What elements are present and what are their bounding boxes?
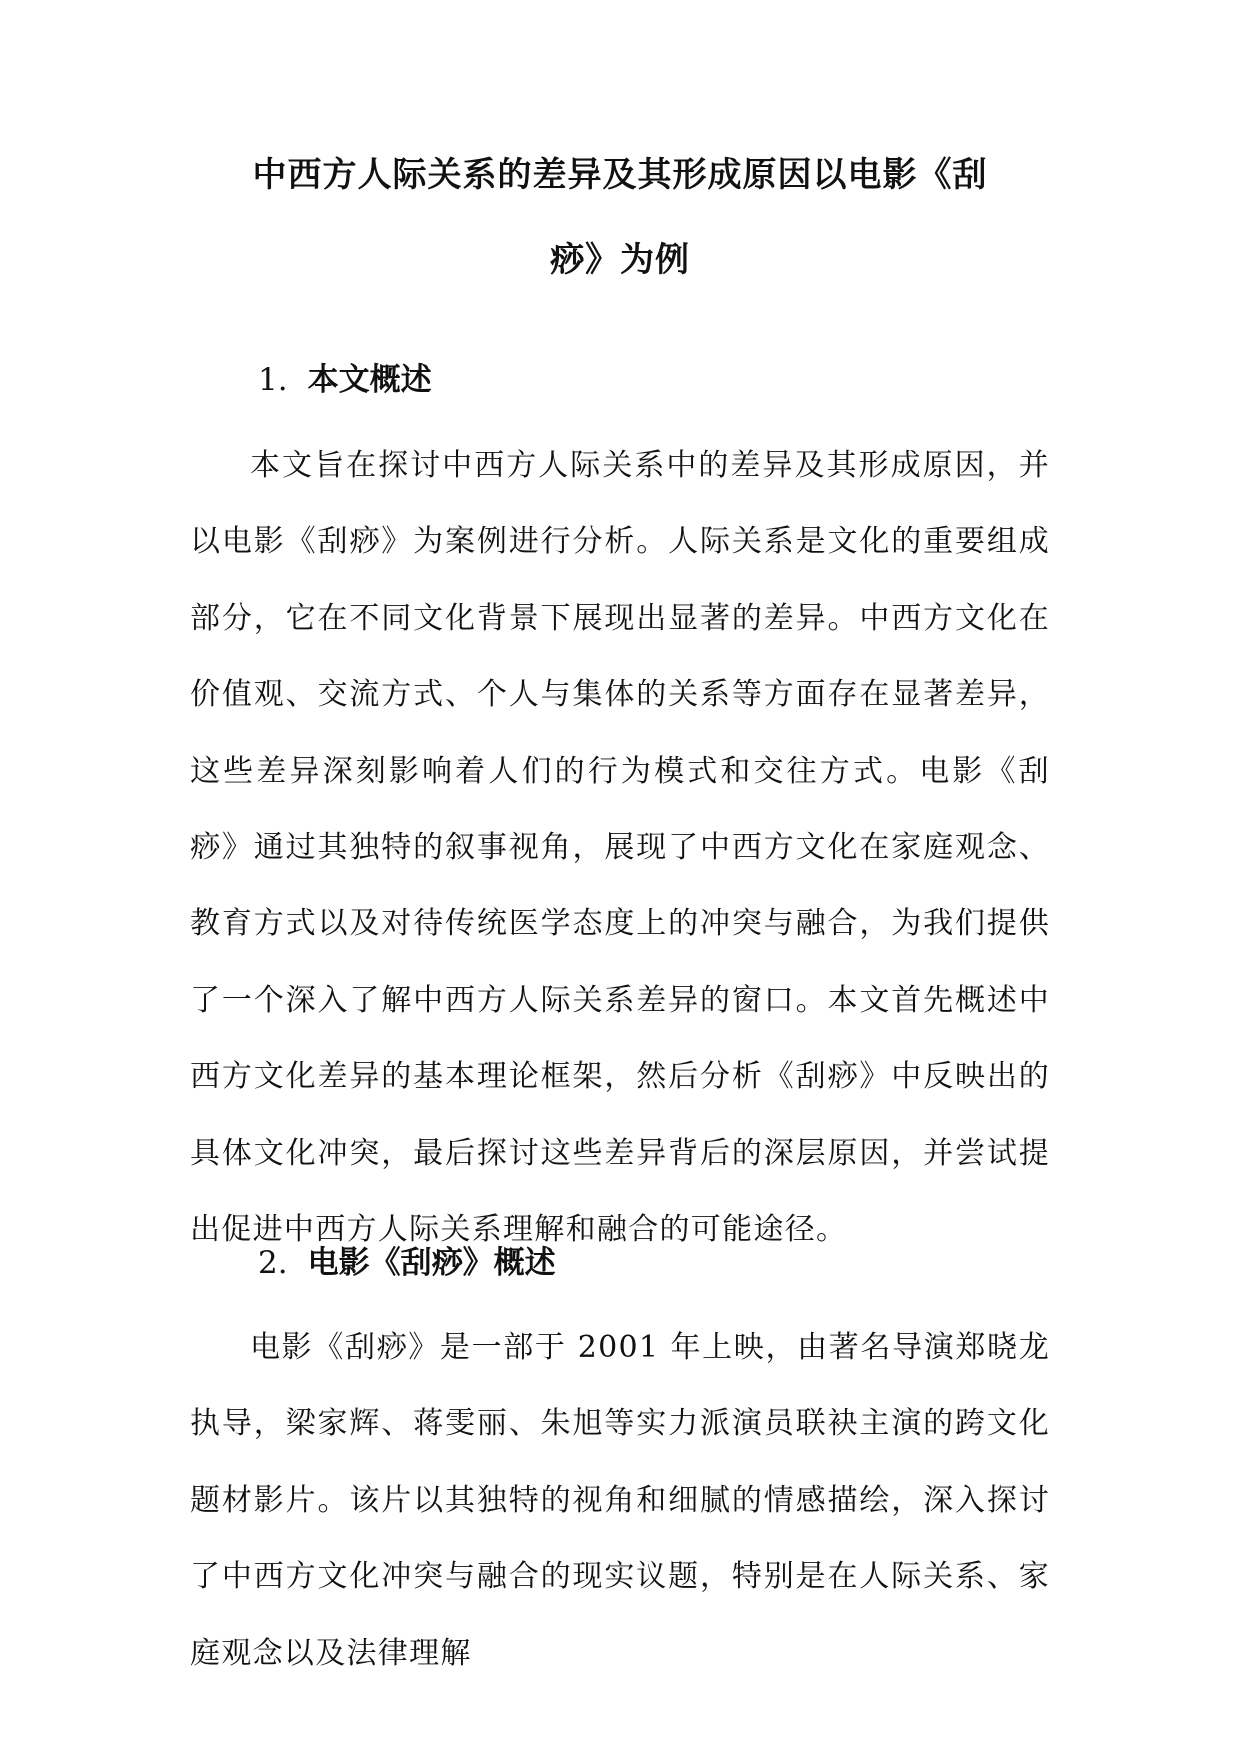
section-heading-text: 本文概述: [307, 362, 432, 398]
section-number: 1.: [258, 362, 288, 398]
document-title-line-2: 痧》为例: [550, 240, 690, 280]
section-heading-overview: [258, 360, 432, 400]
section-paragraph-film: 电影《刮痧》是一部于 2001 年上映，由著名导演郑晓龙执导，梁家辉、蒋雯丽、朱旭等实力派演员联袂主演的跨文化题材影片。该片以其独特的视角和细腻的情感描绘，深入探讨了中西方文化冲突与融合的现实议题，特别是在人际关系、家庭观念以及法律理解: [190, 1330, 1050, 1671]
section-paragraph-overview: 本文旨在探讨中西方人际关系中的差异及其形成原因，并以电影《刮痧》为案例进行分析。人际关系是文化的重要组成部分，它在不同文化背景下展现出显著的差异。中西方文化在价值观、交流方式、个人与集体的关系等方面存在显著差异，这些差异深刻影响着人们的行为模式和交往方式。电影《刮痧》通过其独特的叙事视角，展现了中西方文化在家庭观念、教育方式以及对待传统医学态度上的冲突与融合，为我们提供了一个深入了解中西方人际关系差异的窗口。本文首先概述中西方文化差异的基本理论框架，然后分析《刮痧》中反映出的具体文化冲突，最后探讨这些差异背后的深层原因，并尝试提出促进中西方人际关系理解和融合的可能途径。: [190, 448, 1050, 1248]
document-title-line-1: 中西方人际关系的差异及其形成原因以电影《刮: [252, 155, 988, 195]
section-number: 2.: [258, 1245, 288, 1281]
section-heading-film: [258, 1243, 556, 1283]
section-heading-text: 电影《刮痧》概述: [307, 1245, 556, 1281]
